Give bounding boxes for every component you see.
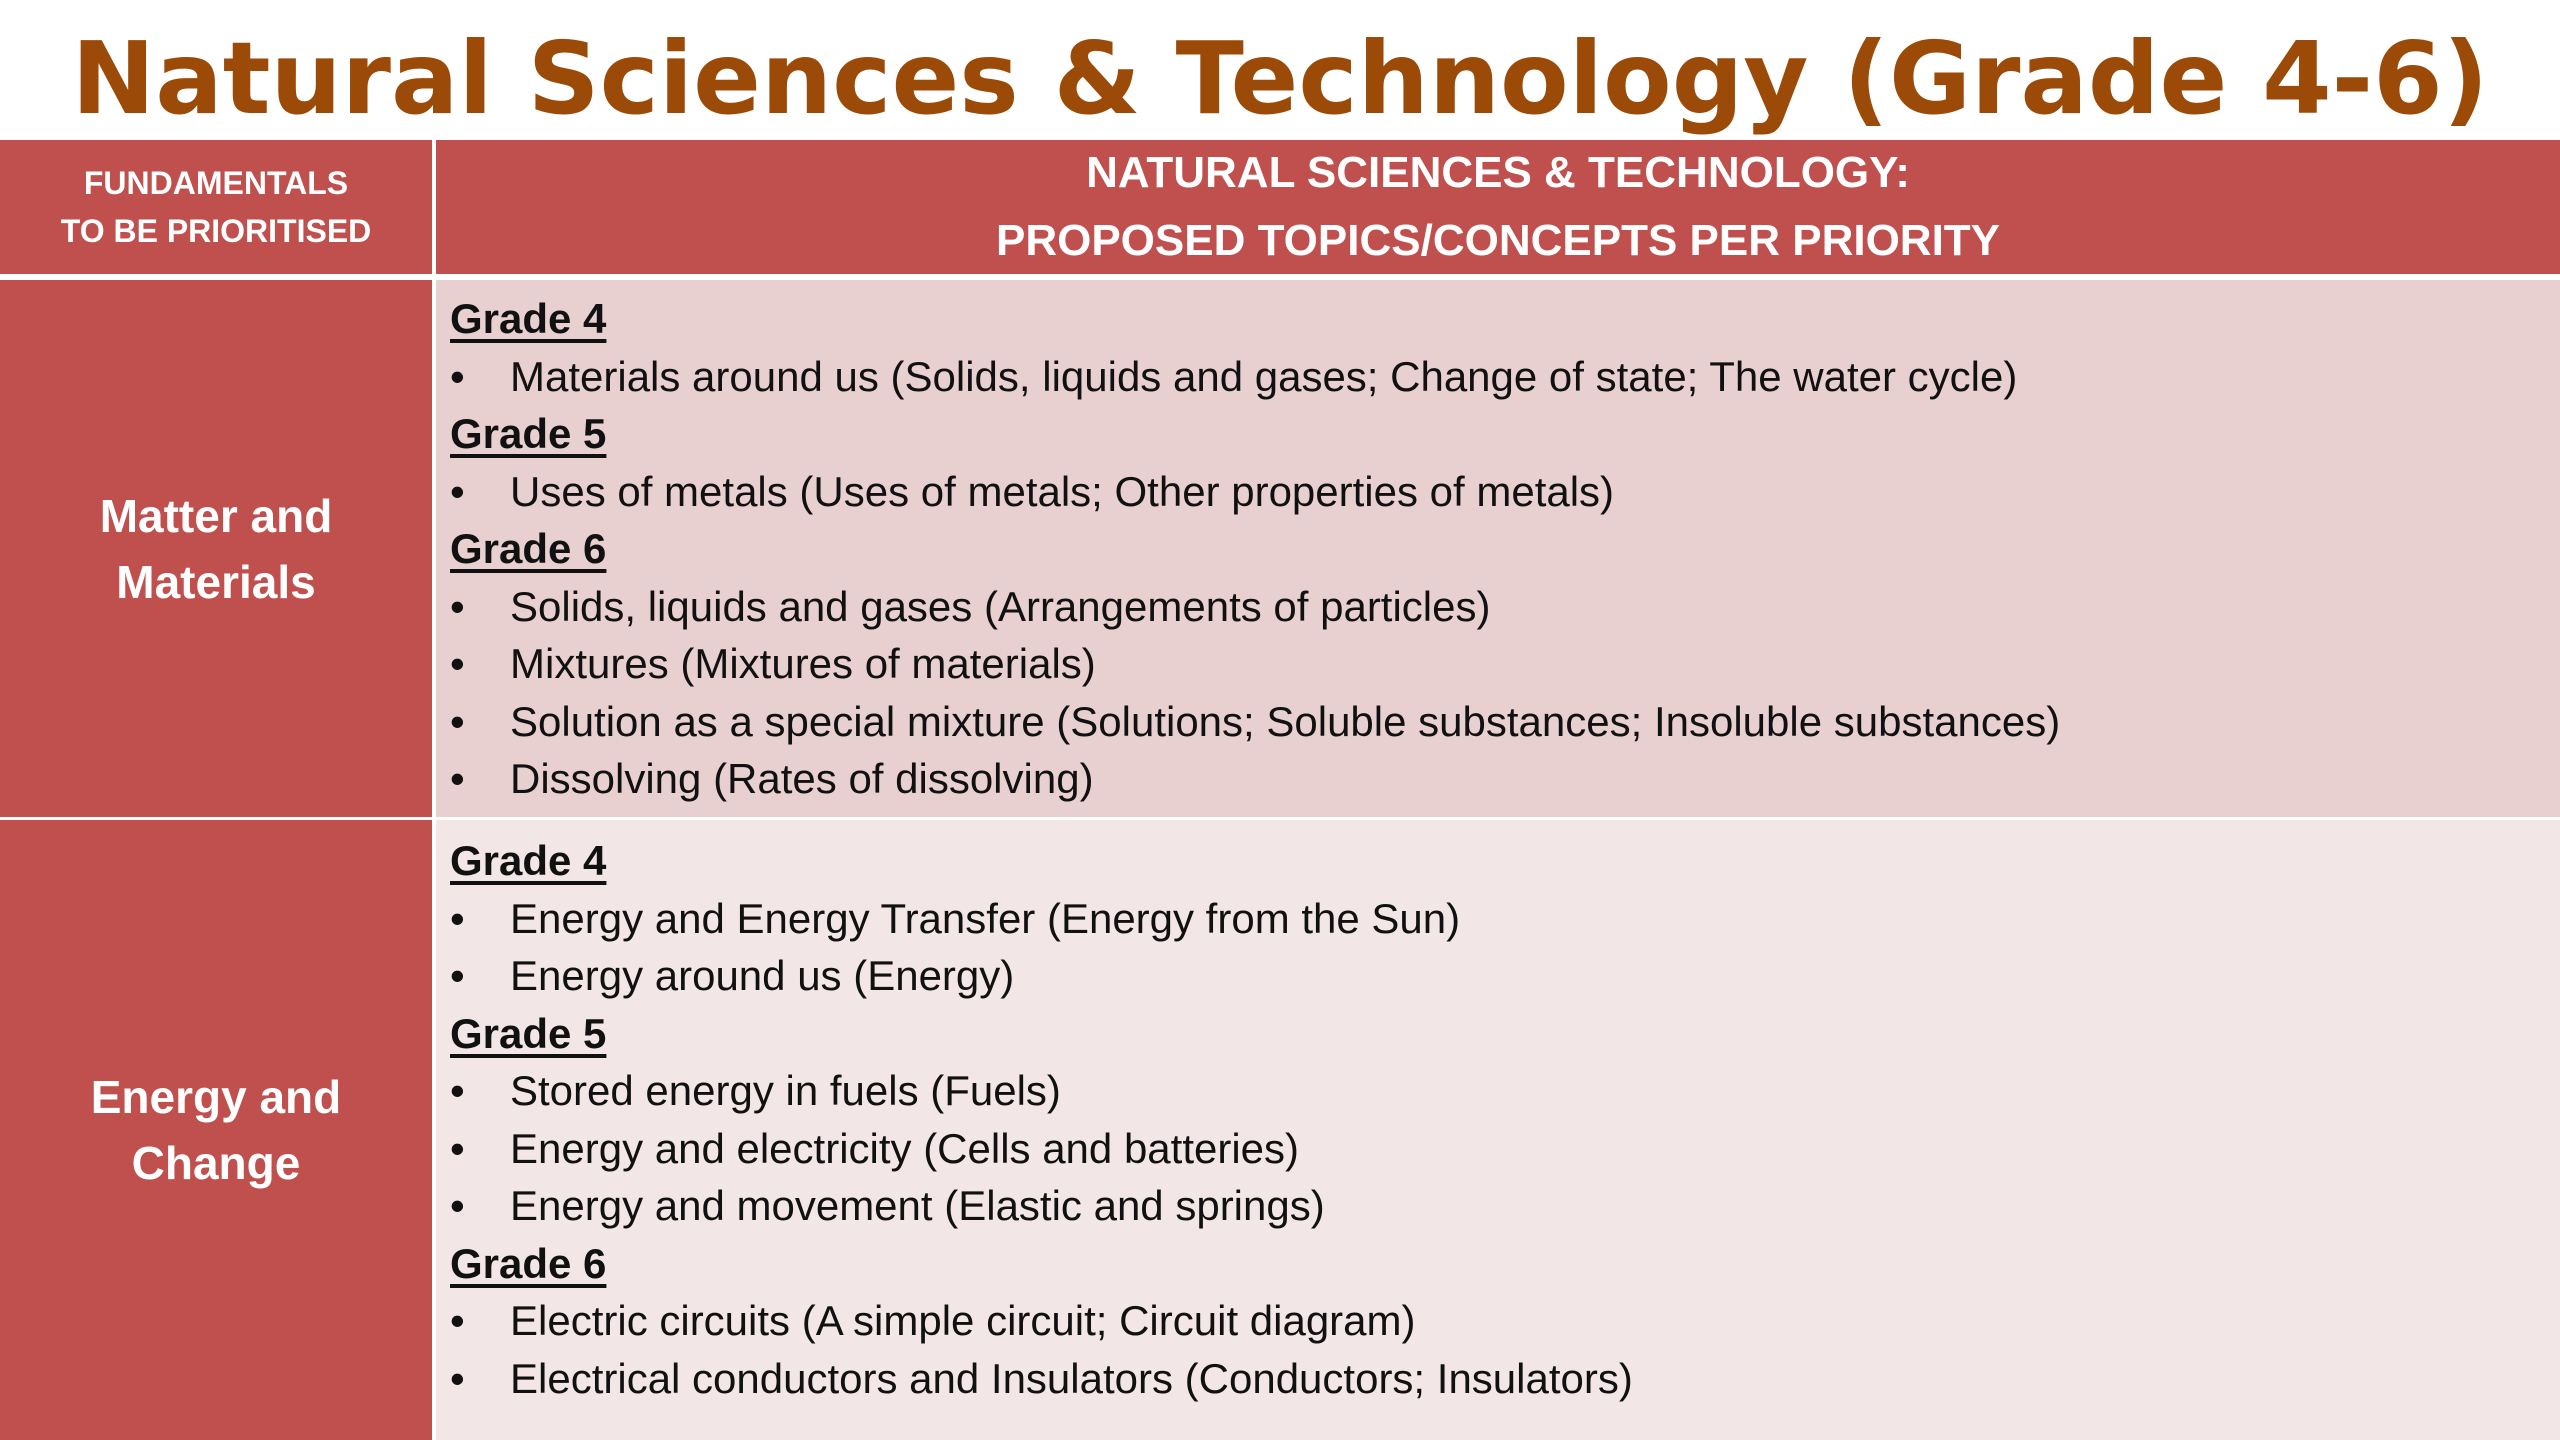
bullet-icon: • (450, 952, 465, 999)
topic-text: Solids, liquids and gases (Arrangements of particles) (510, 582, 1491, 630)
topic-item (450, 1120, 2560, 1178)
bullet-icon: • (450, 1182, 465, 1229)
grade-heading: Grade 6 (450, 525, 607, 572)
header-topics-line1: NATURAL SCIENCES & TECHNOLOGY: (1086, 148, 1910, 197)
topic-text: Electrical conductors and Insulators (Conductors; Insulators) (510, 1354, 1633, 1402)
bullet-icon: • (450, 1124, 465, 1172)
topic-text: Energy and Energy Transfer (Energy from the Sun) (510, 894, 1461, 942)
topic-item (450, 750, 2560, 808)
bullet-icon: • (450, 467, 465, 515)
topic-item (450, 890, 2560, 948)
topic-item (450, 1292, 2560, 1350)
topic-text: Energy and electricity (Cells and batteries) (510, 1124, 1300, 1172)
bullet-icon: • (450, 1067, 465, 1114)
topic-item (450, 463, 2560, 521)
row-content-energy-and-change (436, 820, 2560, 1440)
header-fundamentals-line1: FUNDAMENTALS (83, 165, 349, 201)
header-topics-line2: PROPOSED TOPICS/CONCEPTS PER PRIORITY (995, 216, 2001, 265)
topic-text: Energy around us (Energy) (510, 952, 1015, 999)
header-topics (436, 140, 2560, 280)
bullet-icon: • (450, 1354, 465, 1402)
topic-item (450, 635, 2560, 693)
grade-heading: Grade 6 (450, 1239, 607, 1287)
bullet-icon: • (450, 755, 465, 802)
topic-text: Solution as a special mixture (Solutions; Soluble substances; Insoluble substances) (510, 697, 2061, 745)
topic-item (450, 1062, 2560, 1120)
bullet-icon: • (450, 352, 465, 400)
topic-item (450, 348, 2560, 406)
topic-item (450, 1177, 2560, 1235)
bullet-icon: • (450, 894, 465, 942)
header-fundamentals-line2: TO BE PRIORITISED (60, 213, 372, 249)
topic-item (450, 947, 2560, 1005)
topic-text: Energy and movement (Elastic and springs) (510, 1182, 1325, 1229)
topic-item (450, 693, 2560, 751)
grade-heading: Grade 5 (450, 410, 607, 457)
bullet-icon: • (450, 582, 465, 630)
row-label-matter-and-materials (0, 280, 436, 820)
row-label-line1: Energy and (90, 1071, 342, 1123)
topic-item (450, 1350, 2560, 1408)
topic-text: Uses of metals (Uses of metals; Other properties of metals) (510, 467, 1615, 515)
bullet-icon: • (450, 640, 465, 687)
topic-text: Materials around us (Solids, liquids and gases; Change of state; The water cycle) (510, 352, 2018, 400)
bullet-icon: • (450, 1297, 465, 1344)
topic-text: Dissolving (Rates of dissolving) (510, 755, 1094, 802)
curriculum-table (0, 140, 2560, 1440)
bullet-icon: • (450, 697, 465, 745)
header-fundamentals (0, 140, 436, 280)
topic-text: Electric circuits (A simple circuit; Circuit diagram) (510, 1297, 1416, 1344)
grade-heading: Grade 4 (450, 837, 607, 884)
grade-heading: Grade 4 (450, 295, 607, 342)
topic-text: Mixtures (Mixtures of materials) (510, 640, 1096, 687)
page-title: Natural Sciences & Technology (Grade 4-6) (71, 20, 2489, 137)
topic-item (450, 578, 2560, 636)
row-content-matter-and-materials (436, 280, 2560, 820)
row-label-line2: Materials (116, 555, 316, 608)
grade-heading: Grade 5 (450, 1009, 607, 1057)
row-label-line1: Matter and (99, 489, 333, 542)
row-label-energy-and-change (0, 820, 436, 1440)
row-label-line2: Change (131, 1137, 301, 1189)
topic-text: Stored energy in fuels (Fuels) (510, 1067, 1061, 1114)
